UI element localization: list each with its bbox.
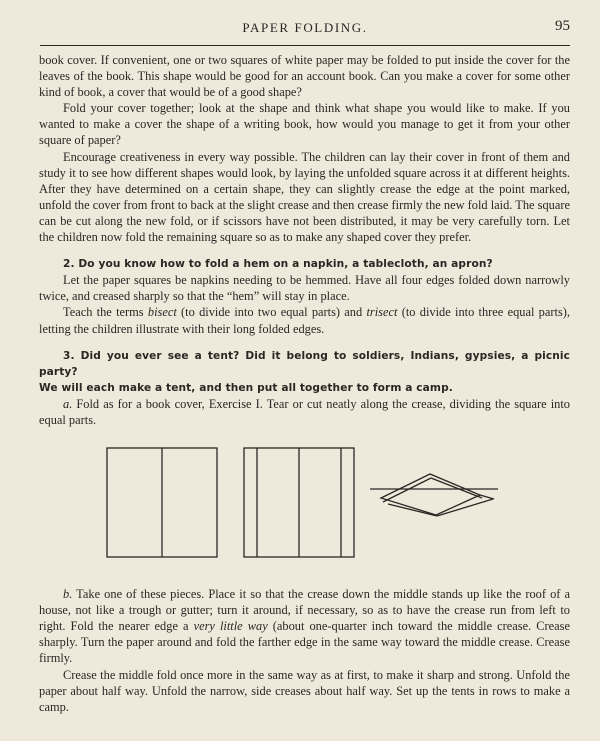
square-hemmed-figure	[244, 448, 354, 557]
text-span: Take one of these pieces. Place it so that the crease down the middle stands up like the roof of a house, not like a trough or gutter; turn it around, if necessary, so as to have the crease run from left to right. Fold the nearer edge a	[39, 587, 570, 634]
text-span: (about one-quarter inch toward the middle crease. Crease sharply. Turn the paper around and fold the farther edge in the same way toward the middle crease. Crease firmly.	[39, 619, 570, 666]
paragraph-encourage-creativeness: Encourage creativeness in every way possible. The children can lay their cover in front of them and study it to see how different shapes would look, by laying the unfolded square across it at different heights. After they have determined on a certain shape, they can slightly crease the edge at the point marked, unfold the cover from front to back at the slight crease and then crease firmly the new fold laid. The square can be cut along the new fold, or if scissors have not been distributed, it may be very carefully torn. Let the children now fold the remaining square so as to make any shaped cover they prefer.	[39, 149, 570, 245]
page-body	[39, 52, 570, 715]
question-tent-continued: We will each make a tent, and then put all together to form a camp.	[39, 381, 453, 394]
paragraph-step-b	[39, 586, 570, 666]
paragraph-fold-cover: Fold your cover together; look at the shape and think what shape you would like to make. If you wanted to make a cover the shape of a writing book, how would you manage to get it from your other square of paper?	[39, 101, 570, 148]
page-number: 95	[555, 18, 570, 34]
paragraph-bisect-trisect	[39, 304, 570, 336]
tent-figure	[370, 474, 498, 516]
page-header	[40, 14, 570, 42]
paragraph-step-a	[39, 396, 570, 428]
question-hem: 2. Do you know how to fold a hem on a napkin, a tablecloth, an apron?	[63, 258, 493, 271]
step-label-b: b.	[63, 587, 73, 602]
running-title: PAPER FOLDING.	[242, 20, 368, 35]
text-span: (to divide into two equal parts) and	[176, 305, 367, 320]
paragraph-napkins: Let the paper squares be napkins needing to be hemmed. Have all four edges folded down narrowly twice, and creased sharply so that the “hem” will stay in place.	[39, 273, 570, 304]
term-bisect: bisect	[147, 305, 177, 320]
illustrations	[39, 428, 570, 586]
paragraph-crease-middle: Crease the middle fold once more in the same way as at first, to make it sharp and strong. Unfold the paper about half way. Unfold the narrow, side creases about half way. Set up the tents in rows to make a camp.	[39, 667, 570, 714]
tent-folding-figures	[39, 428, 570, 586]
paragraph-book-cover: book cover. If convenient, one or two squares of white paper may be folded to put inside the cover for the leaves of the book. This shape would be good for an account book. Can you make a cover for some other kind of book, a cover that would be of a good shape?	[39, 53, 570, 100]
text-span: (to divide into three equal parts), letting the children illustrate with their long folded edges.	[39, 305, 570, 336]
text-span: Fold as for a book cover, Exercise I. Tear or cut neatly along the crease, dividing the square into equal parts.	[39, 396, 570, 427]
term-trisect: trisect	[366, 305, 398, 320]
text-span: Teach the terms	[63, 305, 148, 320]
square-halved-figure	[107, 448, 217, 557]
step-label-a: a.	[63, 396, 73, 411]
question-tent: 3. Did you ever see a tent? Did it belong to soldiers, Indians, gypsies, a picnic party?	[39, 349, 570, 378]
emphasis-very-little-way: very little way	[193, 619, 268, 634]
header-rule	[40, 45, 570, 46]
